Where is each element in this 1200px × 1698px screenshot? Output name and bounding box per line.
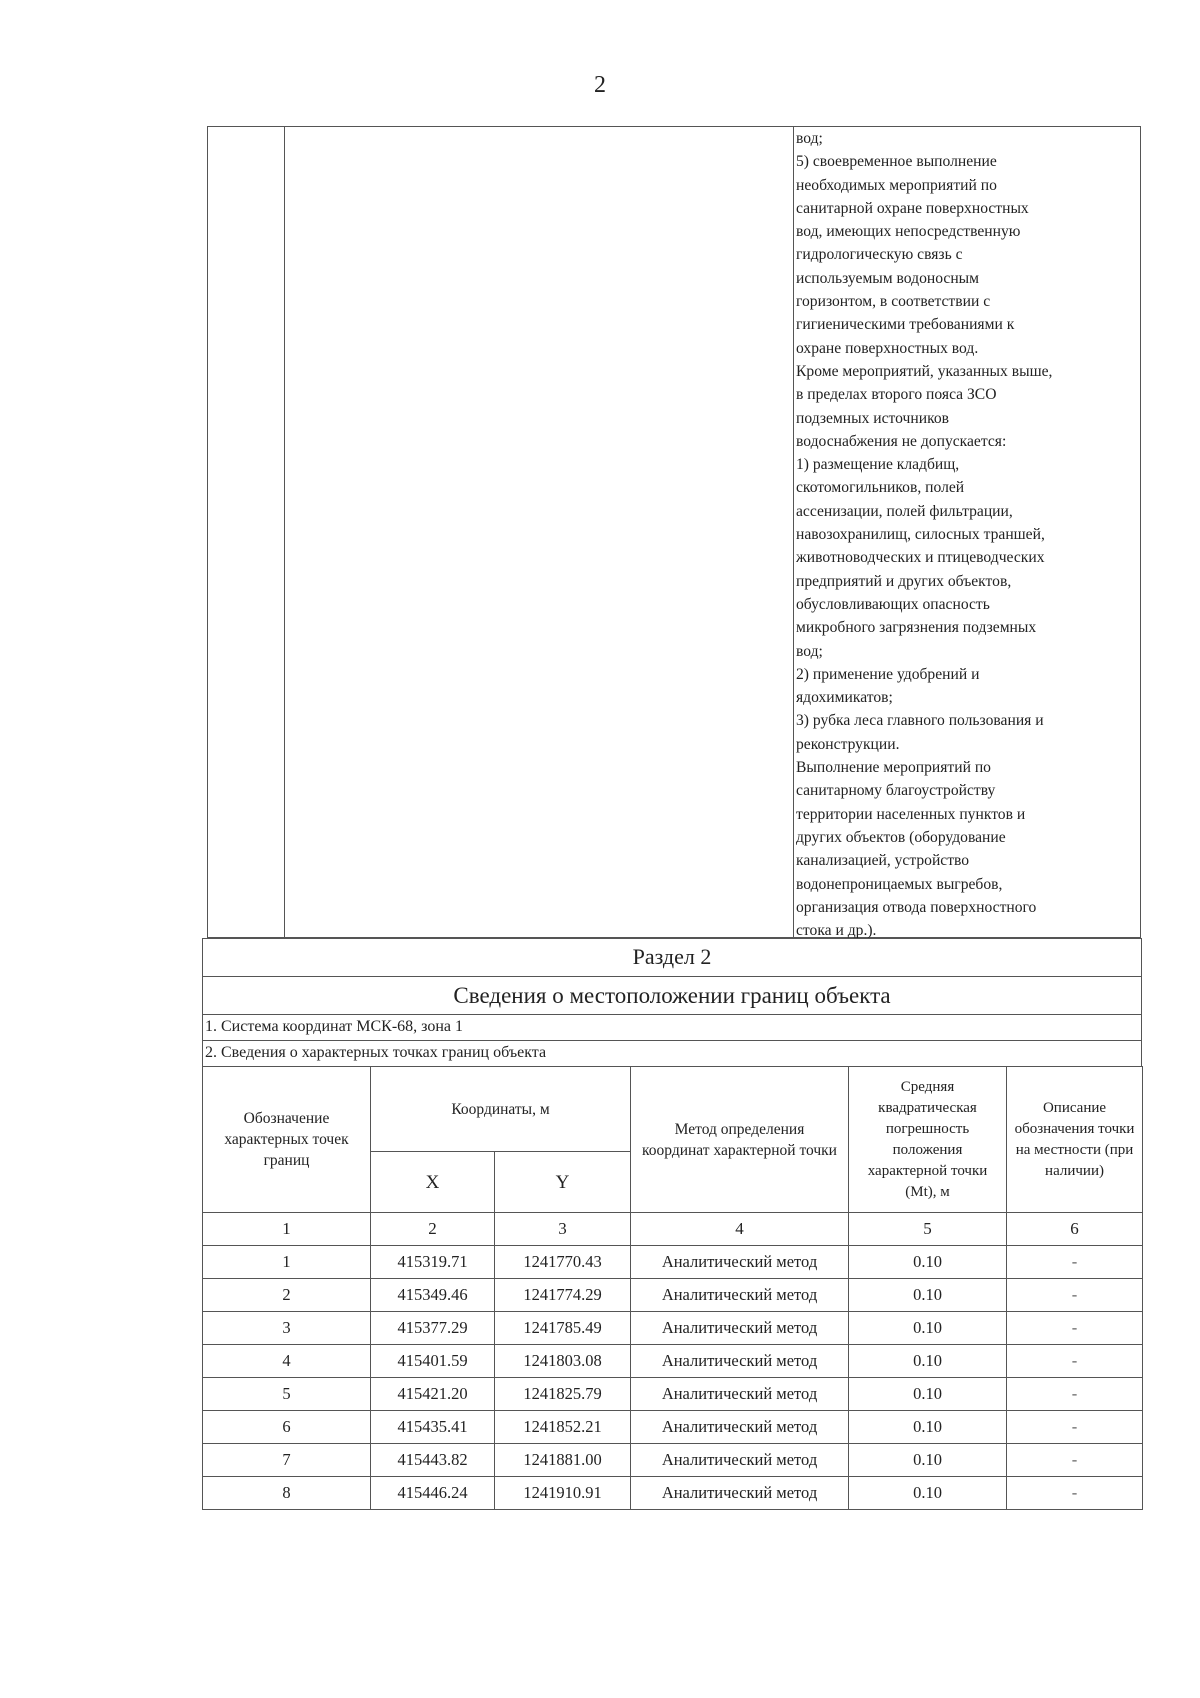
column-number: 1 [203,1213,371,1246]
y-cell: 1241785.49 [495,1312,631,1345]
continuation-line: вод; [796,130,823,147]
description-cell: - [1007,1444,1143,1477]
y-cell: 1241770.43 [495,1246,631,1279]
table-row [203,1345,1143,1378]
section-title: Раздел 2 [202,938,1142,976]
table-row [203,1477,1143,1510]
error-cell: 0.10 [849,1246,1007,1279]
column-number: 3 [495,1213,631,1246]
x-cell: 415443.82 [371,1444,495,1477]
coordinate-system-line: 1. Система координат МСК-68, зона 1 [202,1014,1142,1040]
continuation-line: Выполнение мероприятий по [796,759,991,777]
continuation-line: навозохранилищ, силосных траншей, [796,526,1045,544]
table-row [203,1279,1143,1312]
method-cell: Аналитический метод [631,1312,849,1345]
x-cell: 415421.20 [371,1378,495,1411]
continuation-line: организация отвода поверхностного [796,898,1037,916]
method-cell: Аналитический метод [631,1345,849,1378]
section-subtitle: Сведения о местоположении границ объекта [202,976,1142,1014]
error-cell: 0.10 [849,1477,1007,1510]
description-cell: - [1007,1378,1143,1411]
header-x: X [371,1152,495,1213]
y-cell: 1241803.08 [495,1345,631,1378]
continuation-line: водонепроницаемых выгребов, [796,875,1003,893]
point-id-cell: 4 [203,1345,371,1378]
description-cell: - [1007,1345,1143,1378]
continuation-line: необходимых мероприятий по [796,176,997,194]
x-cell: 415446.24 [371,1477,495,1510]
header-description: Описание обозначения точки на местности (при наличии) [1007,1067,1143,1213]
column-number: 4 [631,1213,849,1246]
table-row [203,1444,1143,1477]
continuation-line: Кроме мероприятий, указанных выше, [796,362,1053,380]
continuation-text-column [794,127,1140,940]
method-cell: Аналитический метод [631,1378,849,1411]
continuation-line: ассенизации, полей фильтрации, [796,502,1013,520]
continuation-line: водоснабжения не допускается: [796,432,1007,450]
point-id-cell: 3 [203,1312,371,1345]
point-id-cell: 1 [203,1246,371,1279]
header-method: Метод определения координат характерной точки [631,1067,849,1213]
continuation-line: 2) применение удобрений и [796,665,980,683]
continuation-line: скотомогильников, полей [796,479,965,497]
column-number: 6 [1007,1213,1143,1246]
x-cell: 415349.46 [371,1279,495,1312]
continuation-line: предприятий и других объектов, [796,572,1012,590]
point-id-cell: 8 [203,1477,371,1510]
method-cell: Аналитический метод [631,1411,849,1444]
x-cell: 415435.41 [371,1411,495,1444]
table-row [203,1378,1143,1411]
continuation-line: животноводческих и птицеводческих [796,549,1045,567]
error-cell: 0.10 [849,1378,1007,1411]
column-number: 5 [849,1213,1007,1246]
y-cell: 1241774.29 [495,1279,631,1312]
point-id-cell: 2 [203,1279,371,1312]
table-row [203,1312,1143,1345]
method-cell: Аналитический метод [631,1246,849,1279]
continuation-line: 5) своевременное выполнение [796,153,997,171]
column-numbers-row [203,1213,1143,1246]
header-error: Средняя квадратическая погрешность положения характерной точки (Mt), м [849,1067,1007,1213]
continuation-line: санитарному благоустройству [796,782,996,800]
page-number: 2 [594,72,606,98]
continuation-table [207,126,1141,938]
continuation-line: обусловливающих опасность [796,595,990,613]
continuation-column-2 [285,127,794,937]
continuation-line: подземных источников [796,409,950,427]
y-cell: 1241881.00 [495,1444,631,1477]
continuation-line: 1) размещение кладбищ, [796,456,960,474]
continuation-line: микробного загрязнения подземных [796,619,1037,637]
continuation-line: 3) рубка леса главного пользования и [796,712,1044,730]
continuation-line: других объектов (оборудование [796,828,1006,846]
y-cell: 1241910.91 [495,1477,631,1510]
description-cell: - [1007,1477,1143,1510]
y-cell: 1241852.21 [495,1411,631,1444]
description-cell: - [1007,1279,1143,1312]
continuation-line: горизонтом, в соответствии с [796,293,991,311]
x-cell: 415401.59 [371,1345,495,1378]
table-row [203,1246,1143,1279]
points-heading-line: 2. Сведения о характерных точках границ объекта [202,1040,1142,1066]
error-cell: 0.10 [849,1345,1007,1378]
continuation-line: охране поверхностных вод. [796,339,979,357]
continuation-line: стока и др.). [796,922,877,940]
method-cell: Аналитический метод [631,1279,849,1312]
continuation-line: территории населенных пунктов и [796,805,1026,823]
continuation-line: в пределах второго пояса ЗСО [796,386,997,404]
description-cell: - [1007,1411,1143,1444]
error-cell: 0.10 [849,1444,1007,1477]
header-designation: Обозначение характерных точек границ [203,1067,371,1213]
continuation-line: реконструкции. [796,735,900,753]
description-cell: - [1007,1312,1143,1345]
x-cell: 415377.29 [371,1312,495,1345]
continuation-line: санитарной охране поверхностных [796,199,1029,217]
header-coordinates: Координаты, м [371,1067,631,1152]
error-cell: 0.10 [849,1279,1007,1312]
method-cell: Аналитический метод [631,1444,849,1477]
continuation-line: ядохимикатов; [796,689,893,707]
header-y: Y [495,1152,631,1213]
point-id-cell: 7 [203,1444,371,1477]
y-cell: 1241825.79 [495,1378,631,1411]
description-cell: - [1007,1246,1143,1279]
continuation-line: вод; [796,642,823,660]
boundary-points-table [202,1066,1143,1510]
point-id-cell: 5 [203,1378,371,1411]
continuation-line: канализацией, устройство [796,852,970,870]
continuation-line: гигиеническими требованиями к [796,316,1015,334]
x-cell: 415319.71 [371,1246,495,1279]
error-cell: 0.10 [849,1411,1007,1444]
continuation-column-1 [208,127,285,937]
continuation-line: используемым водоносным [796,269,980,287]
column-number: 2 [371,1213,495,1246]
continuation-line: вод, имеющих непосредственную [796,223,1021,241]
point-id-cell: 6 [203,1411,371,1444]
table-row [203,1411,1143,1444]
method-cell: Аналитический метод [631,1477,849,1510]
continuation-line: гидрологическую связь с [796,246,963,264]
error-cell: 0.10 [849,1312,1007,1345]
